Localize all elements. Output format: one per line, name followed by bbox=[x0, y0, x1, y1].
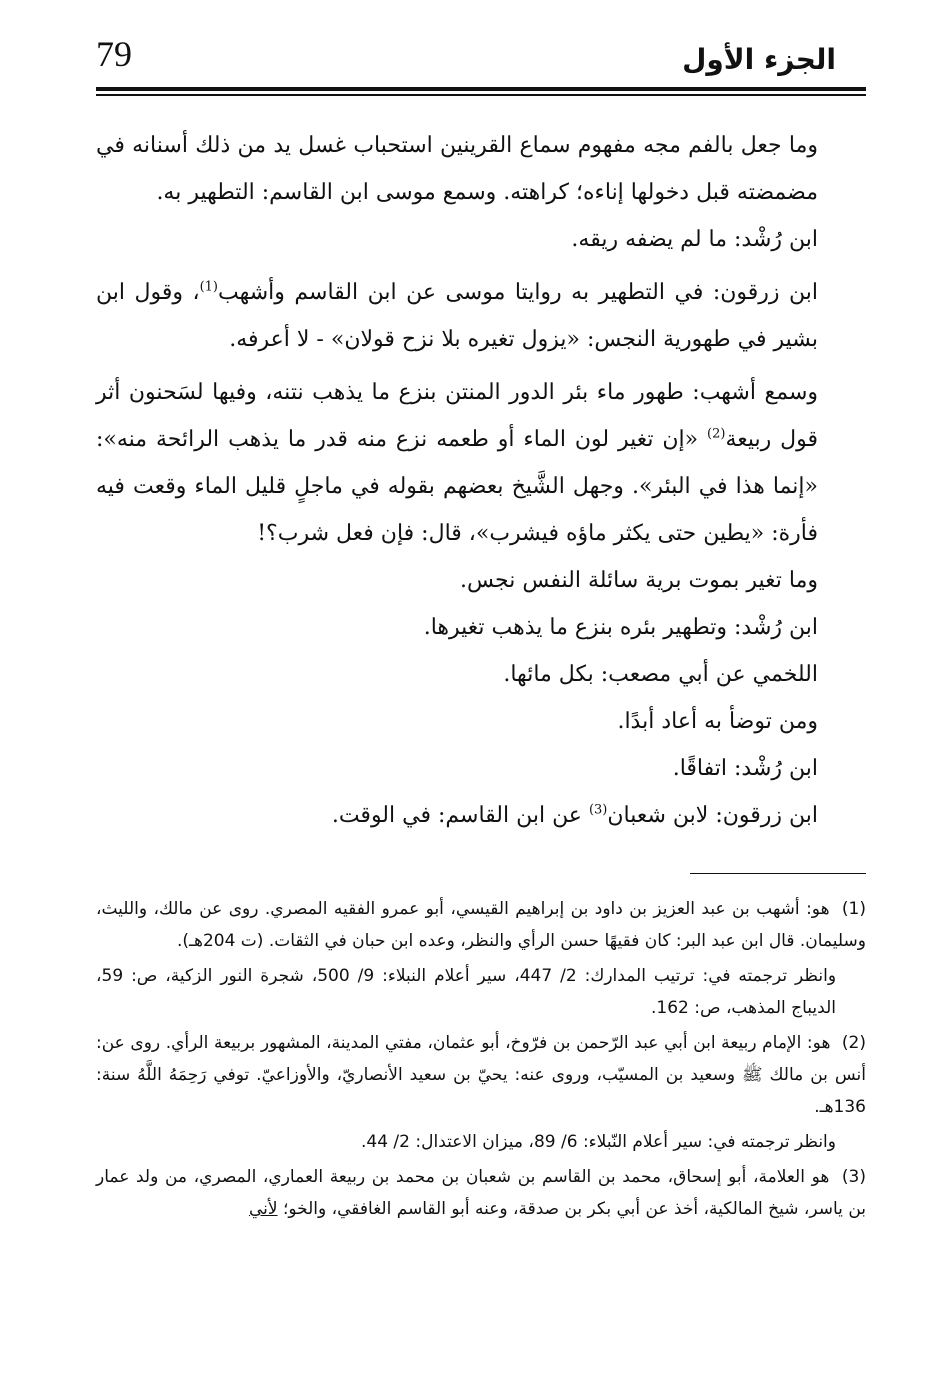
footnote-reference: (3) bbox=[588, 802, 608, 818]
footnote-text: هو: أشهب بن عبد العزيز بن داود بن إبراهيم القيسي، أبو عمرو الفقيه المصري. روى عن مالك، والليث، وسليمان. قال ابن عبد البر: كان فقيهًا حسن الرأي والنظر، وعده ابن حبان في الثقات. (ت 204هـ). bbox=[96, 899, 866, 951]
footnote-separator bbox=[690, 873, 866, 874]
footnote-reference: (2) bbox=[707, 426, 726, 442]
paragraph: اللخمي عن أبي مصعب: بكل مائها. bbox=[503, 662, 818, 687]
footnote-sources: وانظر ترجمته في: سير أعلام النّبلاء: 6/ 89، ميزان الاعتدال: 2/ 44. bbox=[360, 1132, 836, 1152]
paragraph: ومن توضأ به أعاد أبدًا. bbox=[617, 709, 818, 734]
footnote-text: هو العلامة، أبو إسحاق، محمد بن القاسم بن شعبان بن محمد بن ربيعة العماري، المصري، من ولد عمار بن ياسر، شيخ المالكية، أخذ عن أبي بكر بن صدقة، وعنه أبو القاسم الغافقي، والخو؛ bbox=[96, 1167, 866, 1219]
paragraph: ابن رُشْد: اتفاقًا. bbox=[672, 756, 818, 781]
footnotes bbox=[96, 893, 866, 1228]
paragraph bbox=[96, 369, 866, 557]
main-text bbox=[96, 122, 866, 839]
page-number: 79 bbox=[96, 34, 132, 74]
paragraph: وما تغير بموت برية سائلة النفس نجس. bbox=[459, 568, 818, 593]
footnote-number: (2) bbox=[841, 1033, 866, 1053]
paragraph-text: وسمع أشهب: طهور ماء بئر الدور المنتن بنزع ما يذهب نتنه، وفيها لسَحنون أثر قول ربيعة bbox=[96, 380, 819, 452]
paragraph bbox=[96, 269, 866, 363]
catchword: لأني bbox=[248, 1199, 278, 1219]
paragraph: وما جعل بالفم مجه مفهوم سماع القرينين استحباب غسل يد من ذلك أسنانه في مضمضته قبل دخولها إناءه؛ كراهته. وسمع موسى ابن القاسم: التطهير به. bbox=[96, 133, 818, 205]
paragraph-text: ابن زرقون: لابن شعبان bbox=[607, 803, 818, 828]
footnote-text: هو: الإمام ربيعة ابن أبي عبد الرّحمن بن فرّوخ، أبو عثمان، مفتي المدينة، المشهور بربيعة الرأي. روى عن: أنس بن مالك ﷺ وسعيد بن المسيّب، وروى عنه: يحيّ بن سعيد الأنصاريّ، والأوزاعيّ. توفي رَحِمَهُ اللَّهُ سنة: 136هـ. bbox=[96, 1033, 866, 1117]
footnote-number: (3) bbox=[841, 1167, 866, 1187]
footnote bbox=[96, 1161, 866, 1225]
footnote-sources: وانظر ترجمته في: ترتيب المدارك: 2/ 447، سير أعلام النبلاء: 9/ 500، شجرة النور الزكية، ص: 59، الديباج المذهب، ص: 162. bbox=[96, 966, 837, 1018]
footnote-reference: (1) bbox=[199, 279, 218, 295]
running-head: الجزء الأول bbox=[682, 43, 836, 76]
header-rule-thin bbox=[96, 94, 866, 96]
paragraph-text: عن ابن القاسم: في الوقت. bbox=[331, 803, 589, 828]
footnote bbox=[96, 893, 866, 957]
paragraph-text: ، وقول ابن بشير في طهورية النجس: «يزول تغيره بلا نزح قولان» - لا أعرفه. bbox=[96, 280, 818, 352]
paragraph-text: ابن زرقون: في التطهير به روايتا موسى عن ابن القاسم وأشهب bbox=[218, 280, 819, 305]
paragraph: ابن رُشْد: ما لم يضفه ريقه. bbox=[571, 227, 818, 252]
header-rule-thick bbox=[96, 87, 866, 91]
paragraph bbox=[96, 792, 866, 839]
paragraph-text: «إن تغير لون الماء أو طعمه نزع منه قدر ما يذهب الرائحة منه»: «إنما هذا في البئر». وجهل الشَّيخ بعضهم بقوله في ماجلٍ قليل الماء وقعت فيه فأرة: «يطين حتى يكثر ماؤه فيشرب»، قال: فإن فعل شرب؟! bbox=[96, 427, 818, 546]
paragraph: ابن رُشْد: وتطهير بئره بنزع ما يذهب تغيرها. bbox=[423, 615, 818, 640]
footnote-number: (1) bbox=[841, 899, 867, 919]
footnote bbox=[96, 1027, 866, 1123]
